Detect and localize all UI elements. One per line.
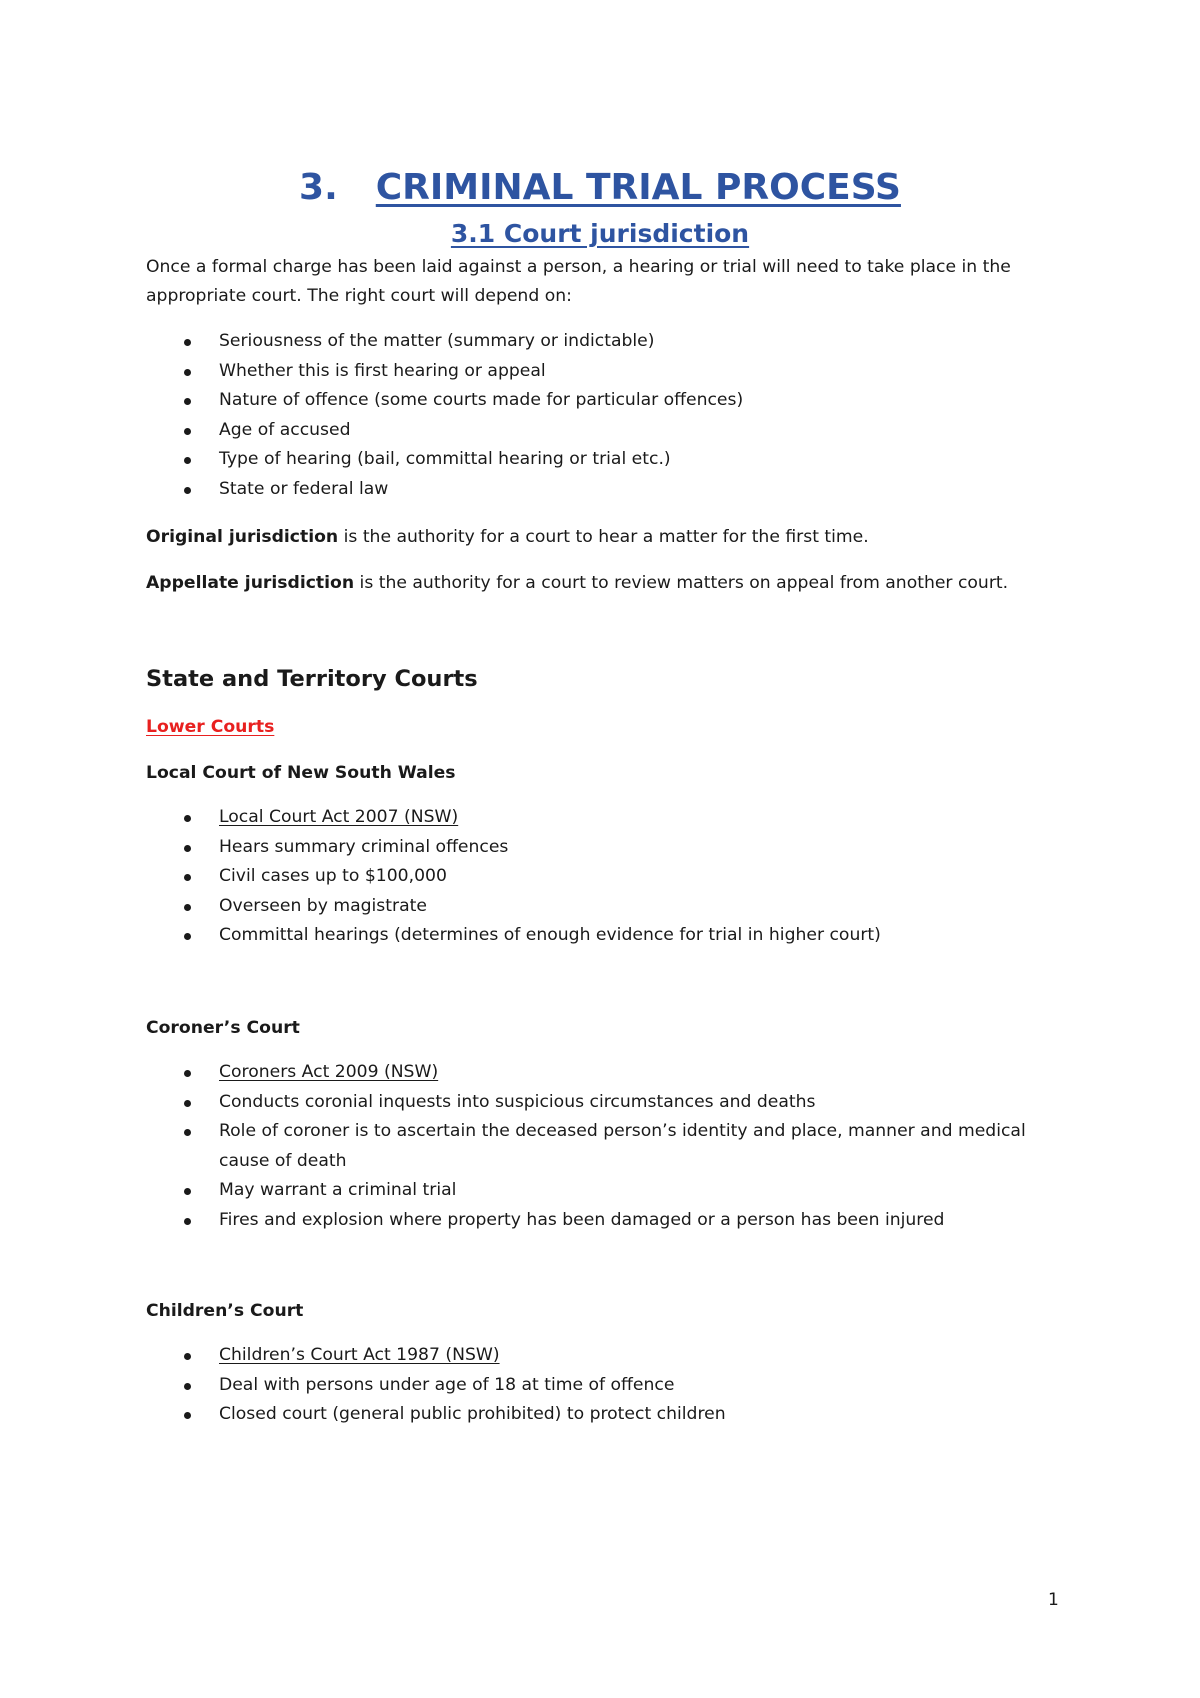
bullet-icon [184, 904, 191, 911]
list-item: Fires and explosion where property has been damaged or a person has been injured [146, 1206, 1076, 1236]
list-item: Whether this is first hearing or appeal [146, 357, 1076, 387]
act-reference: Coroners Act 2009 (NSW) [219, 1062, 439, 1082]
section-heading: State and Territory Courts [146, 666, 478, 692]
list-item: Nature of offence (some courts made for particular offences) [146, 386, 1076, 416]
list-item: Hears summary criminal offences [146, 833, 1076, 863]
list-item: Seriousness of the matter (summary or indictable) [146, 327, 1076, 357]
list-item: Closed court (general public prohibited) to protect children [146, 1400, 1076, 1430]
list-item: May warrant a criminal trial [146, 1176, 1076, 1206]
lower-courts-label: Lower Courts [146, 717, 275, 737]
coroners-court-heading: Coroner’s Court [146, 1018, 300, 1038]
bullet-icon [184, 457, 191, 464]
title-text: CRIMINAL TRIAL PROCESS [375, 167, 901, 208]
definition-term: Appellate jurisdiction [146, 573, 355, 593]
coroners-court-list [146, 1058, 1076, 1235]
bullet-icon [184, 933, 191, 940]
bullet-icon [184, 398, 191, 405]
list-item: Overseen by magistrate [146, 892, 1076, 922]
list-item: Conducts coronial inquests into suspicious circumstances and deaths [146, 1088, 1076, 1118]
bullet-icon [184, 1412, 191, 1419]
local-court-heading: Local Court of New South Wales [146, 763, 456, 783]
bullet-icon [184, 1070, 191, 1077]
list-item: Age of accused [146, 416, 1076, 446]
intro-paragraph: Once a formal charge has been laid against a person, a hearing or trial will need to take place in the appropriate court. The right court will depend on: [146, 257, 1011, 306]
bullet-icon [184, 1383, 191, 1390]
bullet-icon [184, 487, 191, 494]
definition-term: Original jurisdiction [146, 527, 339, 547]
bullet-icon [184, 1353, 191, 1360]
section-subtitle: 3.1 Court jurisdiction [450, 219, 750, 248]
appellate-jurisdiction-definition: Appellate jurisdiction is the authority for a court to review matters on appeal from another court. [146, 573, 1009, 593]
bullet-icon [184, 339, 191, 346]
list-item: Type of hearing (bail, committal hearing or trial etc.) [146, 445, 1076, 475]
original-jurisdiction-definition: Original jurisdiction is the authority for a court to hear a matter for the first time. [146, 527, 869, 547]
act-reference: Local Court Act 2007 (NSW) [219, 807, 459, 827]
list-item: Role of coroner is to ascertain the deceased person’s identity and place, manner and medical cause of death [146, 1117, 1076, 1176]
bullet-icon [184, 874, 191, 881]
list-item: State or federal law [146, 475, 1076, 505]
list-item [146, 803, 1076, 833]
list-item: Deal with persons under age of 18 at time of offence [146, 1371, 1076, 1401]
bullet-icon [184, 815, 191, 822]
list-item [146, 1058, 1076, 1088]
act-reference: Children’s Court Act 1987 (NSW) [219, 1345, 500, 1365]
bullet-icon [184, 1188, 191, 1195]
list-item: Civil cases up to $100,000 [146, 862, 1076, 892]
title-number: 3. [299, 167, 338, 208]
bullet-icon [184, 1129, 191, 1136]
bullet-icon [184, 845, 191, 852]
bullet-icon [184, 1100, 191, 1107]
childrens-court-list [146, 1341, 1076, 1430]
list-item [146, 1341, 1076, 1371]
bullet-icon [184, 369, 191, 376]
childrens-court-heading: Children’s Court [146, 1301, 304, 1321]
page-title [0, 166, 1200, 210]
bullet-icon [184, 428, 191, 435]
jurisdiction-factors-list [146, 327, 1076, 504]
list-item: Committal hearings (determines of enough evidence for trial in higher court) [146, 921, 1076, 951]
page-number: 1 [1048, 1590, 1059, 1610]
bullet-icon [184, 1218, 191, 1225]
local-court-list [146, 803, 1076, 951]
